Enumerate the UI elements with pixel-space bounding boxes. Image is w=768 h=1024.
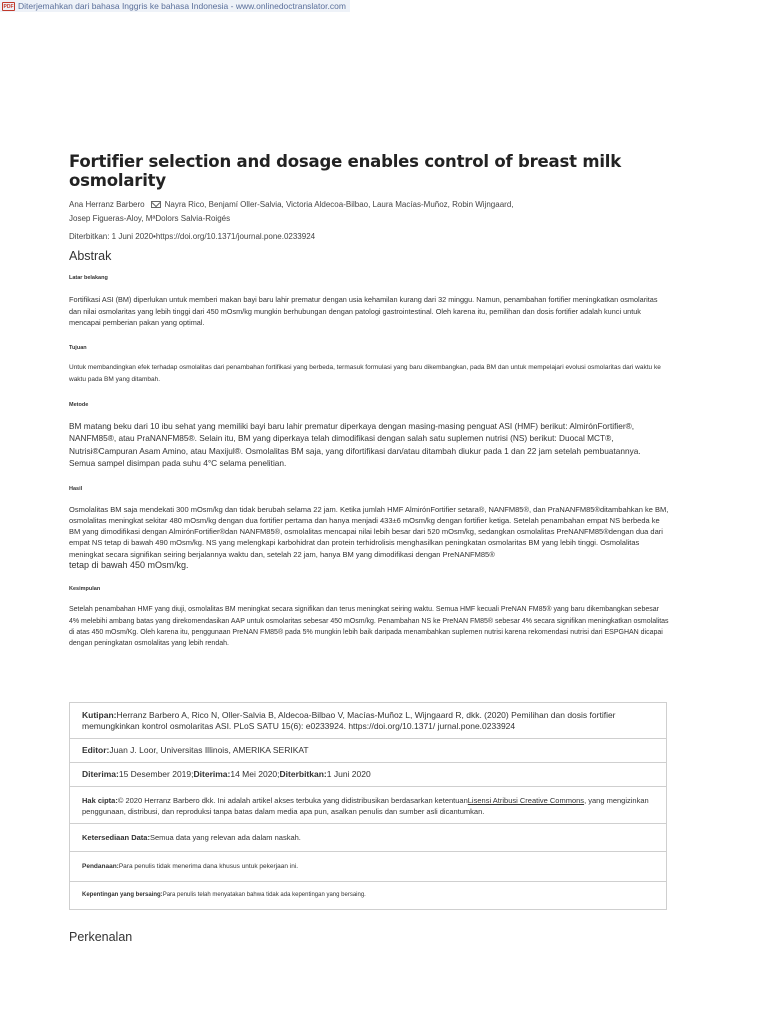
- article-page: [69, 152, 669, 649]
- copyright-row: [70, 787, 666, 824]
- data-availability-text: Semua data yang relevan ada dalam naskah.: [149, 833, 301, 842]
- competing-interests-row: [70, 882, 666, 909]
- citation-label: Kutipan:: [82, 710, 117, 720]
- background-label: Latar belakang: [69, 275, 108, 281]
- results-text: [69, 504, 669, 572]
- email-icon[interactable]: [151, 201, 161, 208]
- pubdate-label: Diterbitkan:: [279, 769, 327, 779]
- funding-row: [70, 852, 666, 882]
- introduction-heading: Perkenalan: [69, 930, 133, 944]
- accepted-date: 14 Mei 2020;: [230, 769, 280, 779]
- accepted-label: Diterima:: [193, 769, 231, 779]
- copyright-text-2: , yang mengizinkan penggunaan, distribusi, dan reproduksi tanpa batas dalam media apa pun, asalkan penulis dan sumber asli dicantumkan.: [82, 796, 649, 816]
- banner-text[interactable]: Diterjemahkan dari bahasa Inggris ke bahasa Indonesia - www.onlinedoctranslator.com: [18, 1, 346, 11]
- editor-text: Juan J. Loor, Universitas Illinois, AMERIKA SERIKAT: [109, 745, 309, 755]
- editor-row: [70, 739, 666, 763]
- received-label: Diterima:: [82, 769, 119, 779]
- abstract-heading: Abstrak: [69, 249, 112, 263]
- publication-info: Diterbitkan: 1 Juni 2020•https://doi.org/10.1371/journal.pone.0233924: [69, 232, 316, 241]
- other-authors[interactable]: Nayra Rico, Benjamí Oller-Salvia, Victoria Aldecoa-Bilbao, Laura Macías-Muñoz, Robin Wijngaard,: [164, 200, 514, 209]
- background-text: Fortifikasi ASI (BM) diperlukan untuk memberi makan bayi baru lahir prematur dengan usia kehamilan kurang dari 32 minggu. Namun, penambahan fortifier meningkatkan osmolaritas dan nilai osmolaritas yang lebih tinggi dari 450 mOsm/kg mungkin berhubungan dengan patologi gastrointestinal. Oleh karena itu, pemilihan dan dosis fortifier adalah kunci untuk mencapai pemberian pakan yang optimal.: [69, 295, 658, 327]
- funding-label: Pendanaan:: [82, 863, 119, 870]
- method-text: BM matang beku dari 10 ibu sehat yang memiliki bayi baru lahir prematur diperkaya dengan masing-masing penguat ASI (HMF) berikut: AlmirónFortifier®, NANFM85®, atau PraNANFM85®. Selain itu, BM yang diperkaya telah dimodifikasi dengan salah satu suplemen nutrisi (NS) berikut: Duocal MCT®, Nutrisi®Campuran Asam Amino, atau Maxijul®. Osmolalitas BM saja, yang difortifikasi dan/atau ditambah diukur pada 1 dan 22 jam setelah pembuatannya. Semua sampel disimpan pada suhu 4°C selama penelitian.: [69, 420, 641, 468]
- article-title: Fortifier selection and dosage enables control of breast milk osmolarity: [69, 152, 621, 190]
- data-availability-row: [70, 824, 666, 852]
- competing-interests-text: Para penulis telah menyatakan bahwa tidak ada kepentingan yang bersaing.: [162, 892, 366, 898]
- conclusion-text: Setelah penambahan HMF yang diuji, osmolalitas BM meningkat secara signifikan dan terus meningkat seiring waktu. Semua HMF kecuali PreNAN FM85® yang baru dikembangkan sebesar 4% melebihi ambang batas yang direkomendasikan AAP untuk osmolaritas sebesar 450 mOsm/kg. Penambahan NS ke PreNAN FM85® sebesar 4% secara signifikan meningkatkan osmolalitas di atas 450 mOsm/Kg. Oleh karena itu, penggunaan PreNAN FM85® pada 5% mungkin lebih baik daripada menambahkan suplemen nutrisi karena rekomendasi nutrisi dari ESPGHAN dicapai dengan peningkatan osmolalitas yang lebih rendah.: [69, 606, 669, 648]
- results-last-line: tetap di bawah 450 mOsm/kg.: [69, 559, 189, 570]
- funding-text: Para penulis tidak menerima dana khusus untuk pekerjaan ini.: [118, 863, 299, 870]
- conclusion-label: Kesimpulan: [69, 586, 101, 593]
- data-availability-label: Ketersediaan Data:: [82, 833, 150, 842]
- first-author[interactable]: Ana Herranz Barbero: [69, 200, 145, 209]
- objective-text: Untuk membandingkan efek terhadap osmolalitas dari penambahan fortifikasi yang berbeda, termasuk formulasi yang baru dikembangkan, pada BM dan untuk mempelajari evolusi osmolaritas dari waktu ke waktu pada BM yang ditambah.: [69, 363, 661, 383]
- author-list: [69, 198, 669, 226]
- citation-row: [70, 703, 666, 739]
- citation-text: Herranz Barbero A, Rico N, Oller-Salvia B, Aldecoa-Bilbao V, Macías-Muñoz L, Wijngaard R, dkk. (2020) Pemilihan dan dosis fortifier memungkinkan kontrol osmolaritas ASI. PLoS SATU 15(6): e0233924. https://doi.org/10.1371/ jurnal.pone.0233924: [82, 710, 616, 731]
- article-info-box: [69, 702, 667, 910]
- license-link[interactable]: Lisensi Atribusi Creative Commons: [467, 796, 585, 805]
- copyright-text-1: © 2020 Herranz Barbero dkk. Ini adalah artikel akses terbuka yang didistribusikan berdasarkan ketentuan: [117, 796, 468, 805]
- objective-label: Tujuan: [69, 344, 87, 351]
- translator-banner[interactable]: [0, 0, 350, 12]
- editor-label: Editor:: [82, 745, 110, 755]
- method-label: Metode: [69, 401, 89, 408]
- results-label: Hasil: [69, 485, 83, 492]
- authors-line-2[interactable]: Josep Figueras-Aloy, MªDolors Salvia-Roigés: [69, 214, 231, 223]
- pdf-icon: PDF: [3, 3, 14, 10]
- results-body: Osmolalitas BM saja mendekati 300 mOsm/kg dan tidak berubah selama 22 jam. Ketika jumlah HMF AlmirónFortifier setara®, NANFM85®, dan PraNANFM85®ditambahkan ke BM, osmolalitas meningkat sekitar 480 mOsm/kg dengan dua fortifier pertama dan hanya menjadi 433±6 mOsm/kg dengan fortifier ketiga. Setelah penambahan empat NS berbeda ke BM yang dimodifikasi dengan AlmirónFortifier®dan NANFM85®, osmolalitas mencapai nilai lebih besar dari 520 mOsm/kg, sedangkan osmolalitas PreNANFM85®dengan dua dari empat NS tetap di bawah 490 mOsm/kg. NS yang melengkapi karbohidrat dan protein terhidrolisis menghasilkan peningkatan osmolaritas BM yang lebih tinggi. Osmolalitas meningkat secara signifikan seiring berjalannya waktu dan, setelah 22 jam, hanya BM yang dimodifikasi dengan PreNANFM85®: [69, 504, 669, 559]
- received-date: 15 Desember 2019;: [118, 769, 194, 779]
- copyright-label: Hak cipta:: [82, 796, 118, 805]
- pubdate-date: 1 Juni 2020: [326, 769, 371, 779]
- dates-row: [70, 763, 666, 787]
- competing-interests-label: Kepentingan yang bersaing:: [82, 892, 163, 898]
